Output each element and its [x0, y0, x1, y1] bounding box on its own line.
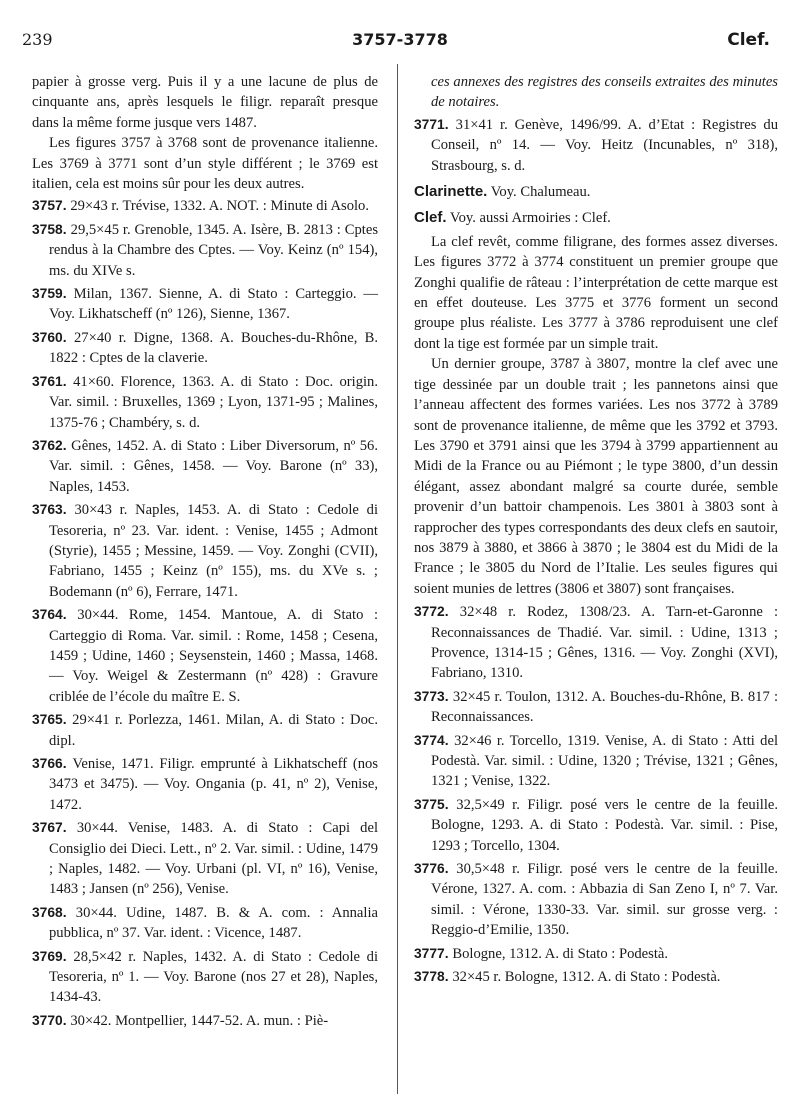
entry-text: 29,5×45 r. Grenoble, 1345. A. Isère, B. 2813 : Cptes rendus à la Chambre des Cptes. — Voy. Keinz (nº 154), ms. du XIVe s.: [49, 221, 379, 279]
entry-text: 30,5×48 r. Filigr. posé vers le centre de la feuille. Vérone, 1327. A. com. : Abbazia di San Zeno I, nº 7. Var. simil. : Vérone, 1330-33. Var. simil. sur grosse verg. : Reggio-d’Emilie, 1350.: [431, 861, 779, 939]
entry-number: 3776.: [414, 861, 457, 877]
entry-number: 3777.: [414, 945, 453, 961]
entry-number: 3775.: [414, 796, 457, 812]
page-header: [0, 30, 800, 52]
header-keyword: Clef.: [727, 30, 770, 50]
entry-text: 32×46 r. Torcello, 1319. Venise, A. di Stato : Atti del Podestà. Var. simil. : Udine, 1320 ; Trévise, 1321 ; Gênes, 1321 ; Venise, 1322.: [431, 732, 779, 790]
catalog-entry: [32, 818, 378, 900]
catalog-entry: [414, 602, 778, 684]
entry-number: 3759.: [32, 286, 74, 302]
section-text: Voy. aussi Armoiries : Clef.: [449, 210, 611, 227]
catalog-entry: [32, 500, 378, 602]
entry-text: Milan, 1367. Sienne, A. di Stato : Carteggio. — Voy. Likhatscheff (nº 126), Sienne, 1367.: [49, 286, 379, 323]
catalog-entry: [32, 903, 378, 944]
catalog-entry: [32, 328, 378, 369]
entry-text: 30×43 r. Naples, 1453. A. di Stato : Cedole di Tesoreria, nº 23. Var. ident. : Venise, 1455 ; Admont (Styrie), 1455 ; Messine, 1459. — Voy. Zonghi (CVII), Fabriano, 1455 ; Keinz (nº 155), ms. du XVe s. ; Bodemann (nº 6), Ferrare, 1471.: [49, 502, 378, 600]
continued-text: ces annexes des registres des conseils extraites des minutes de notaires.: [431, 74, 778, 111]
catalog-entry: [32, 605, 378, 707]
entry-number: 3760.: [32, 329, 74, 345]
left-column: [32, 72, 378, 1034]
catalog-entry: [32, 436, 378, 497]
entry-text: Bologne, 1312. A. di Stato : Podestà.: [452, 945, 669, 962]
entry-number: 3762.: [32, 437, 72, 453]
entry-text: 32×48 r. Rodez, 1308/23. A. Tarn-et-Garonne : Reconnaissances de Thadié. Var. simil. : Udine, 1313 ; Provence, 1314-15 ; Gênes, 1316. — Voy. Zonghi (XVI), Fabriano, 1310.: [431, 604, 779, 682]
catalog-entry: [32, 284, 378, 325]
entry-text: 30×44. Venise, 1483. A. di Stato : Capi del Consiglio dei Dieci. Lett., nº 2. Var. simil. : Udine, 1479 ; Naples, 1482. — Voy. Urbani (pl. VI, nº 16), Venise, 1483 ; Jansen (nº 256), Venise.: [49, 820, 378, 898]
section-keyword: Clarinette.: [414, 183, 488, 201]
entry-text: Gênes, 1452. A. di Stato : Liber Diversorum, nº 56. Var. simil. : Gênes, 1458. — Voy. Barone (nº 33), Naples, 1453.: [49, 437, 379, 495]
entry-number: 3767.: [32, 820, 77, 836]
catalog-entry: [414, 944, 778, 964]
column-divider: [397, 64, 398, 1094]
entry-text: 29×43 r. Trévise, 1332. A. NOT. : Minute di Asolo.: [70, 198, 369, 215]
entry-number: 3768.: [32, 904, 76, 920]
entry-number: 3772.: [414, 604, 460, 620]
section-clef: [414, 208, 778, 228]
catalog-entry: [414, 731, 778, 792]
entry-number: 3770.: [32, 1012, 71, 1028]
catalog-entry: [32, 710, 378, 751]
entry-number: 3778.: [414, 969, 453, 985]
section-clarinette: [414, 182, 778, 202]
entry-number: 3761.: [32, 373, 74, 389]
entry-text: 27×40 r. Digne, 1368. A. Bouches-du-Rhône, B. 1822 : Cptes de la claverie.: [49, 329, 379, 367]
entry-number: 3757.: [32, 198, 71, 214]
intro-paragraph: Les figures 3757 à 3768 sont de provenance italienne. Les 3769 à 3771 sont d’un style différent ; le 3769 est italien, cela est moins sûr pour les deux autres.: [32, 135, 378, 193]
clef-paragraph: La clef revêt, comme filigrane, des formes assez diverses. Les figures 3772 à 3774 constituent un premier groupe que Zonghi qualifie de râteau : l’interprétation de cette marque est en effet douteuse. Les 3775 et 3776 forment un second groupe plus réaliste. Les 3777 à 3786 reproduisent une clef dont la tige est formée par un simple trait.: [414, 233, 778, 352]
catalog-entry: [414, 859, 778, 941]
entry-range: 3757-3778: [352, 30, 448, 49]
right-entries-list: [414, 115, 778, 176]
entry-number: 3766.: [32, 756, 73, 771]
entry-text: 32×45 r. Bologne, 1312. A. di Stato : Podestà.: [452, 969, 721, 986]
entry-number: 3758.: [32, 221, 71, 237]
entry-number: 3769.: [32, 948, 74, 964]
entry-text: 28,5×42 r. Naples, 1432. A. di Stato : Cedole di Tesoreria, nº 1. — Voy. Barone (nos 27 et 28), Naples, 1434-43.: [49, 948, 379, 1006]
catalog-entry: [414, 795, 778, 856]
catalog-entry: [32, 1011, 378, 1031]
section-keyword: Clef.: [414, 209, 447, 227]
entry-text: 30×42. Montpellier, 1447-52. A. mun. : Piè-: [70, 1012, 329, 1029]
catalog-entry: [414, 687, 778, 728]
right-column: [414, 72, 778, 990]
clef-paragraph: Un dernier groupe, 3787 à 3807, montre la clef avec une tige dessinée par un double trait ; les pannetons ainsi que l’anneau affectent des formes variées. Les nos 3772 à 3789 sont de provenance italienne, de même que les 3792 et 3793. Les 3790 et 3791 ainsi que les 3794 à 3799 appartiennent au Midi de la France ou au Piémont ; le type 3800, d’un dessin élégant, assez abondant malgré sa courte durée, semble provenir d’un battoir champenois. Les 3801 à 3803 sont à rapprocher des types correspondants des deux clefs en sautoir, nos 3879 à 3880, et 3866 à 3870 ; le 3804 est du Midi de la France ; le 3805 du Nord de l’Italie. Les seules figures qui soient munies de lettres (3806 et 3807) sont françaises.: [414, 356, 778, 597]
entry-text: 30×44. Udine, 1487. B. & A. com. : Annalia pubblica, nº 37. Var. ident. : Vicence, 1487.: [49, 904, 378, 942]
catalog-entry: [414, 115, 778, 176]
entry-number: 3765.: [32, 712, 73, 728]
intro-paragraph: papier à grosse verg. Puis il y a une lacune de plus de cinquante ans, après lesquels le filigr. reparaît presque dans la même forme jusque vers 1487.: [32, 74, 378, 131]
page-number: 239: [22, 30, 53, 49]
entry-text: 29×41 r. Porlezza, 1461. Milan, A. di Stato : Doc. dipl.: [49, 712, 379, 749]
entry-number: 3773.: [414, 688, 453, 704]
right-entries-list: [414, 602, 778, 987]
left-entries-list: [32, 196, 378, 1031]
entry-number: 3763.: [32, 502, 75, 518]
catalog-entry: [414, 967, 778, 987]
entry-text: 31×41 r. Genève, 1496/99. A. d’Etat : Registres du Conseil, nº 14. — Voy. Heitz (Incunables, nº 318), Strasbourg, s. d.: [431, 116, 778, 174]
catalog-entry: [32, 947, 378, 1008]
catalog-entry: [32, 372, 378, 433]
entry-text: 30×44. Rome, 1454. Mantoue, A. di Stato : Carteggio di Roma. Var. simil. : Rome, 1458 ; Cesena, 1459 ; Udine, 1460 ; Seysenstein, 1460 ; Massa, 1468. — Voy. Weigel & Zestermann (nº 428) : Gravure criblée de l’école du maître E. S.: [49, 607, 378, 705]
section-text: Voy. Chalumeau.: [490, 184, 591, 201]
entry-text: 32,5×49 r. Filigr. posé vers le centre de la feuille. Bologne, 1293. A. di Stato : Podestà. Var. simil. : Pise, 1293 ; Torcello, 1304.: [431, 796, 779, 854]
entry-number: 3771.: [414, 116, 456, 132]
entry-text: 41×60. Florence, 1363. A. di Stato : Doc. origin. Var. simil. : Bruxelles, 1369 ; Lyon, 1371-95 ; Malines, 1375-76 ; Chambéry, s. d.: [49, 373, 378, 431]
catalog-entry: [32, 220, 378, 281]
catalog-entry: [32, 754, 378, 815]
entry-number: 3764.: [32, 607, 78, 623]
entry-text: 32×45 r. Toulon, 1312. A. Bouches-du-Rhône, B. 817 : Reconnaissances.: [431, 688, 779, 726]
entry-text: Venise, 1471. Filigr. emprunté à Likhatscheff (nos 3473 et 3475). — Voy. Ongania (p. 41, nº 2), Venise, 1472.: [49, 756, 378, 813]
catalog-entry: [32, 196, 378, 216]
entry-number: 3774.: [414, 732, 455, 748]
